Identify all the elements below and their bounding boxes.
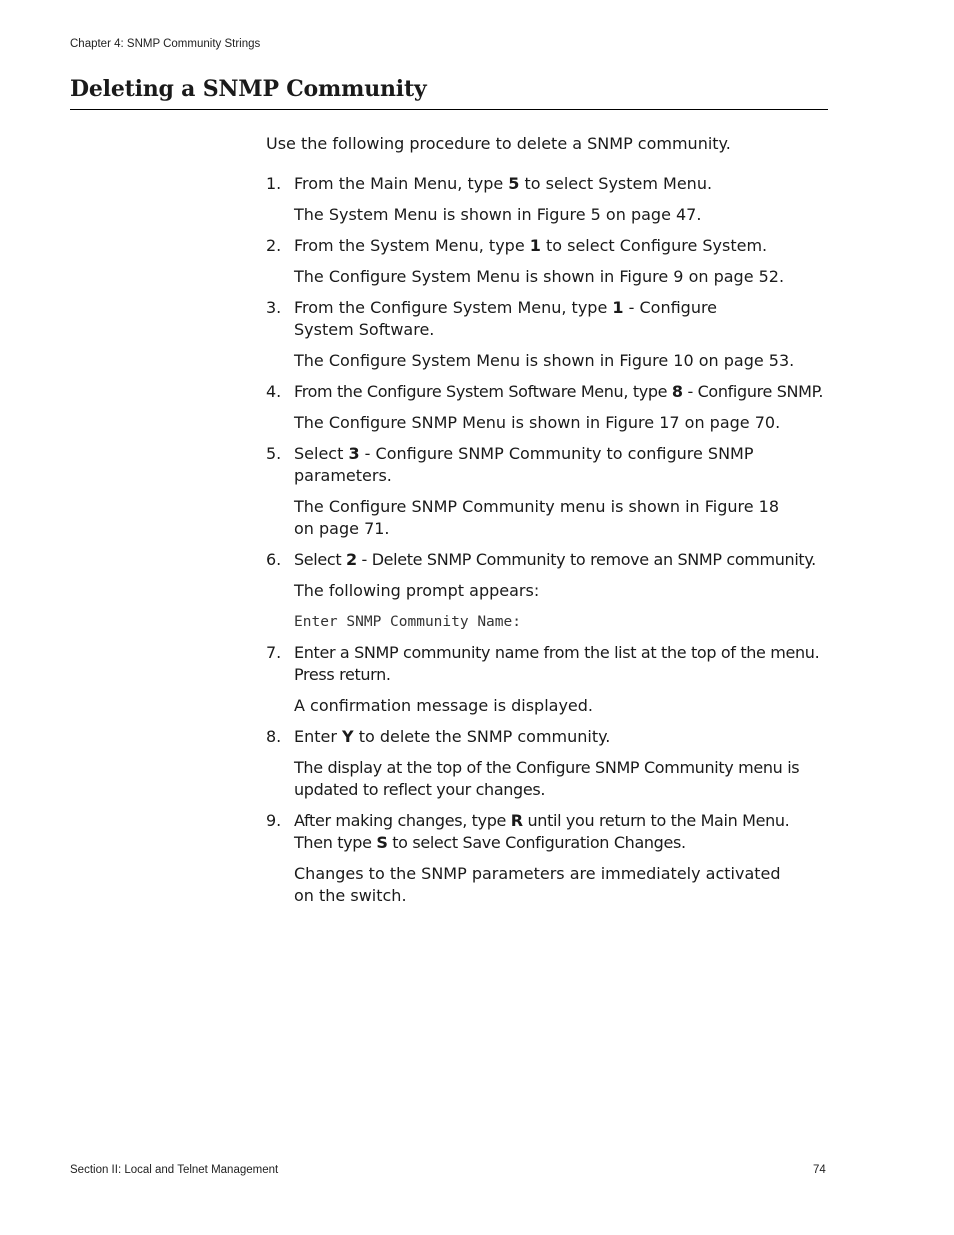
step-number: 7. <box>266 643 282 662</box>
step-note: The Configure SNMP Community menu is shown in Figure 18 on page 71. <box>294 497 780 538</box>
step-number: 2. <box>266 236 282 255</box>
step-4 <box>266 381 831 434</box>
step-1 <box>266 173 831 226</box>
step-instruction: Enter a SNMP community name from the list at the top of the menu. Press return. <box>294 643 820 684</box>
step-note: The Configure System Menu is shown in Figure 10 on page 53. <box>294 351 795 370</box>
step-2 <box>266 235 831 288</box>
step-6 <box>266 549 831 633</box>
step-instruction: From the Configure System Software Menu, type 8 - Configure SNMP. <box>294 382 824 401</box>
page-title: Deleting a SNMP Community <box>70 76 427 102</box>
step-instruction: From the Configure System Menu, type 1 - Configure System Software. <box>294 298 718 339</box>
footer-section: Section II: Local and Telnet Management <box>70 1164 279 1176</box>
step-number: 1. <box>266 174 282 193</box>
step-note: A confirmation message is displayed. <box>294 696 594 715</box>
step-instruction: Select 3 - Configure SNMP Community to configure SNMP parameters. <box>294 444 754 485</box>
step-number: 5. <box>266 444 282 463</box>
step-number: 3. <box>266 298 282 317</box>
step-instruction: After making changes, type R until you return to the Main Menu. Then type S to select Save Configuration Changes. <box>294 811 790 852</box>
step-number: 6. <box>266 550 282 569</box>
title-rule <box>70 109 828 110</box>
step-9 <box>266 810 831 907</box>
step-5 <box>266 443 831 540</box>
step-note: The Configure SNMP Menu is shown in Figure 17 on page 70. <box>294 413 781 432</box>
step-number: 9. <box>266 811 282 830</box>
step-note: Changes to the SNMP parameters are immediately activated on the switch. <box>294 864 781 905</box>
step-instruction: From the System Menu, type 1 to select Configure System. <box>294 236 768 255</box>
step-note: The System Menu is shown in Figure 5 on page 47. <box>294 205 702 224</box>
intro-paragraph: Use the following procedure to delete a SNMP community. <box>266 134 731 153</box>
step-note: The display at the top of the Configure SNMP Community menu is updated to reflect your changes. <box>294 758 800 799</box>
step-instruction: Select 2 - Delete SNMP Community to remove an SNMP community. <box>294 550 816 569</box>
step-note: The following prompt appears: <box>294 581 540 600</box>
step-8 <box>266 726 831 801</box>
step-number: 4. <box>266 382 282 401</box>
prompt-code: Enter SNMP Community Name: <box>294 614 521 630</box>
procedure-steps <box>266 173 831 916</box>
step-7 <box>266 642 831 717</box>
running-head: Chapter 4: SNMP Community Strings <box>70 38 261 50</box>
page-number: 74 <box>813 1164 826 1176</box>
step-3 <box>266 297 831 372</box>
step-instruction: Enter Y to delete the SNMP community. <box>294 727 611 746</box>
step-instruction: From the Main Menu, type 5 to select System Menu. <box>294 174 713 193</box>
step-number: 8. <box>266 727 282 746</box>
step-note: The Configure System Menu is shown in Figure 9 on page 52. <box>294 267 785 286</box>
